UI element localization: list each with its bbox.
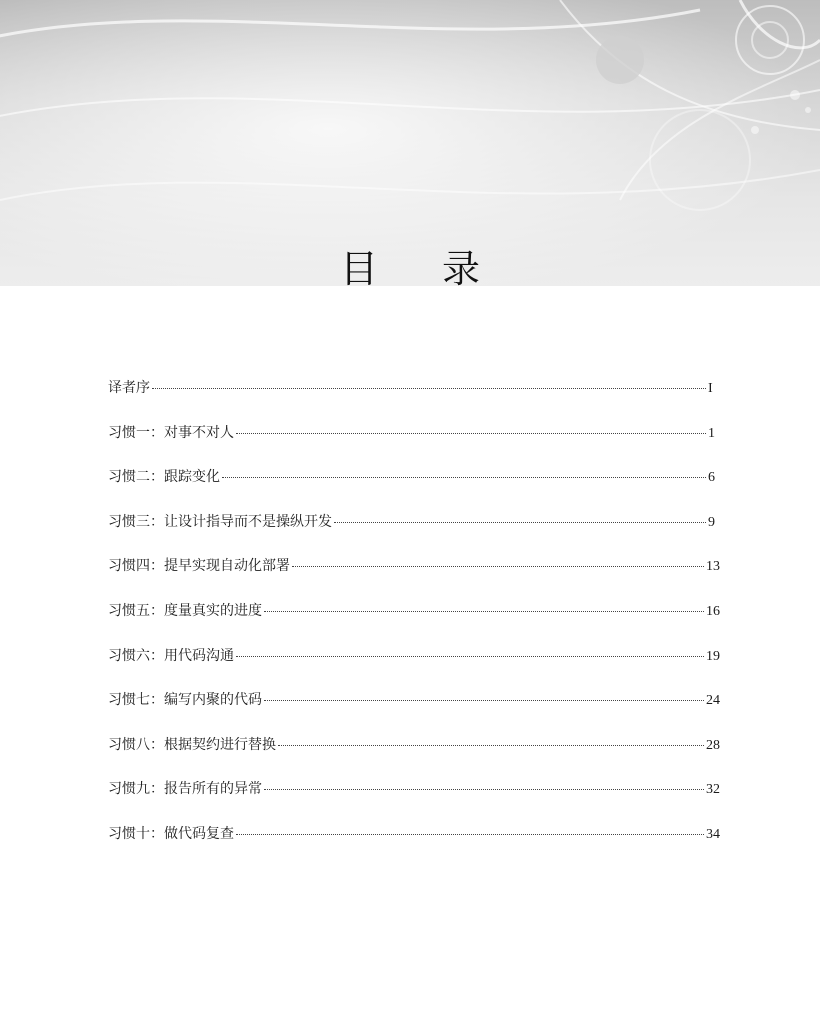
toc-entry[interactable]: [108, 734, 720, 779]
toc-page-number: 28: [706, 737, 720, 753]
toc-entry[interactable]: [108, 689, 720, 734]
toc-entry-label: 习惯六：用代码沟通: [108, 647, 234, 664]
toc-entry-label: 习惯三：让设计指导而不是操纵开发: [108, 513, 332, 530]
toc-leader-dots: [152, 388, 706, 389]
toc-leader-dots: [264, 611, 704, 612]
toc-page-number: 6: [708, 470, 715, 486]
toc-entry-label: 习惯八：根据契约进行替换: [108, 736, 276, 753]
toc-entry-label: 习惯四：提早实现自动化部署: [108, 558, 290, 575]
page-title: 目 录: [339, 247, 507, 286]
toc-entry-label: 习惯七：编写内聚的代码: [108, 692, 262, 709]
toc-entry-label: 译者序: [108, 380, 150, 396]
toc-entry-label: 习惯五：度量真实的进度: [108, 602, 262, 619]
toc-page-number: 13: [706, 559, 720, 575]
toc-page-number: 32: [706, 782, 720, 798]
toc-leader-dots: [236, 656, 704, 657]
toc-page-number: 19: [706, 648, 720, 664]
toc-page-number: I: [708, 381, 713, 396]
toc-page-number: 9: [708, 514, 715, 530]
toc-leader-dots: [222, 477, 706, 478]
toc-entry-label: 习惯十：做代码复查: [108, 825, 234, 842]
toc-entry-label: 习惯九：报告所有的异常: [108, 781, 262, 798]
toc-page-number: 16: [706, 603, 720, 619]
toc-leader-dots: [264, 700, 704, 701]
toc-page-number: 24: [706, 693, 720, 709]
toc-leader-dots: [292, 566, 704, 567]
toc-entry[interactable]: [108, 823, 720, 868]
table-of-contents: [108, 377, 720, 868]
toc-leader-dots: [236, 433, 706, 434]
toc-entry-label: 习惯二：跟踪变化: [108, 469, 220, 486]
header-banner: [0, 0, 820, 286]
toc-leader-dots: [264, 789, 704, 790]
toc-entry[interactable]: [108, 511, 720, 556]
toc-page-number: 1: [708, 425, 715, 441]
toc-leader-dots: [334, 522, 706, 523]
toc-entry[interactable]: [108, 422, 720, 467]
toc-entry[interactable]: [108, 377, 720, 422]
toc-entry[interactable]: [108, 466, 720, 511]
toc-entry-label: 习惯一：对事不对人: [108, 424, 234, 441]
toc-leader-dots: [236, 834, 704, 835]
toc-entry[interactable]: [108, 555, 720, 600]
toc-leader-dots: [278, 745, 704, 746]
toc-page-number: 34: [706, 826, 720, 842]
toc-entry[interactable]: [108, 600, 720, 645]
toc-entry[interactable]: [108, 778, 720, 823]
toc-entry[interactable]: [108, 645, 720, 690]
